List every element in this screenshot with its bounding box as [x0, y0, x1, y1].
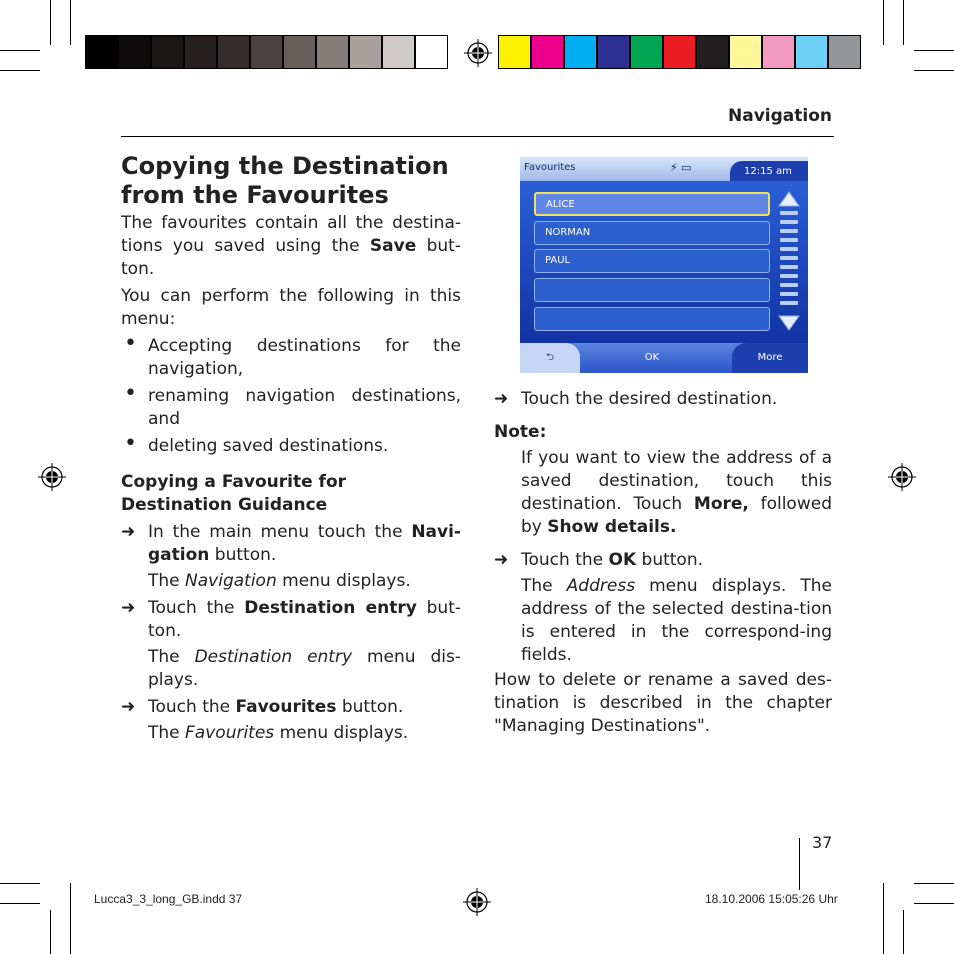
registration-mark-icon: [464, 39, 492, 67]
intro-paragraph: The favourites contain all the destina-tions you saved using the Save but-ton.: [121, 213, 461, 279]
favourite-entry[interactable]: [534, 278, 770, 302]
crop-mark: [914, 50, 954, 51]
step-1: ➜ In the main menu touch the Navi-gation button.: [121, 522, 461, 565]
color-swatch: [828, 35, 861, 69]
color-swatch: [349, 35, 382, 69]
registration-mark-icon: [463, 888, 491, 916]
footer-timestamp: 18.10.2006 15:05:26 Uhr: [705, 892, 838, 906]
color-bar-grayscale: [85, 35, 448, 69]
favourite-entry[interactable]: NORMAN: [534, 221, 770, 245]
color-swatch: [250, 35, 283, 69]
color-swatch: [663, 35, 696, 69]
crop-mark: [0, 883, 40, 884]
favourites-screenshot: [520, 157, 808, 373]
bullet-item: • Accepting destinations for the navigation,: [124, 331, 461, 379]
bullet-item: • deleting saved destinations.: [124, 431, 389, 456]
ok-button[interactable]: OK: [644, 352, 660, 363]
crop-mark: [70, 0, 71, 45]
step-5: ➜ Touch the OK button.: [494, 550, 704, 570]
crop-mark: [903, 910, 904, 954]
color-swatch: [729, 35, 762, 69]
color-swatch: [85, 35, 118, 69]
left-column: [121, 152, 461, 745]
note-text: If you want to view the address of a saved destination, touch this destination. Touch More, followed by Show details.: [521, 448, 832, 537]
screen-titlebar: [520, 157, 808, 181]
crop-mark: [914, 883, 954, 884]
back-arrow-icon: ⮌: [545, 352, 554, 363]
right-column: [494, 388, 832, 738]
crop-mark: [0, 70, 40, 71]
color-swatch: [184, 35, 217, 69]
step-1-result: The Navigation menu displays.: [148, 571, 411, 591]
color-swatch: [217, 35, 250, 69]
color-swatch: [795, 35, 828, 69]
back-button[interactable]: [520, 343, 580, 373]
color-swatch: [316, 35, 349, 69]
screen-button-bar: [520, 343, 808, 373]
crop-mark: [0, 903, 40, 904]
clock: 12:15 am: [730, 161, 808, 183]
section-title: Copying the Destination from the Favourites: [121, 152, 449, 209]
header-rule: [121, 136, 834, 137]
more-button[interactable]: More: [732, 343, 808, 373]
subheading: Copying a Favourite for Destination Guidance: [121, 472, 347, 515]
crop-mark: [914, 903, 954, 904]
scroll-down-icon[interactable]: [778, 315, 800, 331]
step-3-result: The Favourites menu displays.: [148, 723, 409, 743]
favourite-entry[interactable]: PAUL: [534, 249, 770, 273]
favourite-entry[interactable]: [534, 307, 770, 331]
step-2-result: The Destination entry menu dis-plays.: [148, 647, 461, 690]
registration-mark-icon: [38, 463, 66, 491]
crop-mark: [50, 910, 51, 954]
step-4: ➜ Touch the desired destination.: [494, 389, 778, 409]
color-swatch: [564, 35, 597, 69]
color-swatch: [415, 35, 448, 69]
color-swatch: [382, 35, 415, 69]
favourites-list: [520, 181, 808, 343]
bullet-item: • renaming navigation destinations, and: [124, 381, 461, 429]
crop-mark: [50, 0, 51, 45]
step-5-result: The Address menu displays. The address of the selected destina-tion is entered in the correspond-ing fields.: [521, 576, 832, 665]
crop-mark: [903, 0, 904, 45]
step-3: ➜ Touch the Favourites button.: [121, 697, 404, 717]
color-swatch: [762, 35, 795, 69]
color-swatch: [597, 35, 630, 69]
color-swatch: [696, 35, 729, 69]
registration-mark-icon: [888, 463, 916, 491]
crop-mark: [0, 50, 40, 51]
step-2: ➜ Touch the Destination entry but-ton.: [121, 598, 461, 641]
status-icons: ⚡ ▭: [670, 161, 692, 174]
page-number: 37: [812, 833, 833, 852]
favourite-entry[interactable]: ALICE: [534, 192, 770, 216]
color-swatch: [630, 35, 663, 69]
color-swatch: [283, 35, 316, 69]
perform-paragraph: You can perform the following in this menu:: [121, 286, 461, 329]
note-label: Note:: [494, 422, 547, 442]
footer-filename: Lucca3_3_long_GB.indd 37: [94, 892, 243, 906]
color-swatch: [531, 35, 564, 69]
color-swatch: [151, 35, 184, 69]
crop-mark: [883, 0, 884, 45]
running-head: Navigation: [728, 106, 832, 126]
crop-mark: [70, 883, 71, 954]
color-swatch: [118, 35, 151, 69]
closing-paragraph: How to delete or rename a saved des-tination is described in the chapter "Managing Destinations".: [494, 670, 832, 736]
crop-mark: [883, 883, 884, 954]
screen-title: Favourites: [524, 162, 576, 173]
scrollbar[interactable]: [778, 191, 800, 331]
page-number-rule: [799, 838, 800, 890]
color-swatch: [498, 35, 531, 69]
color-bar-process: [498, 35, 861, 69]
crop-mark: [914, 70, 954, 71]
scroll-up-icon[interactable]: [778, 191, 800, 207]
